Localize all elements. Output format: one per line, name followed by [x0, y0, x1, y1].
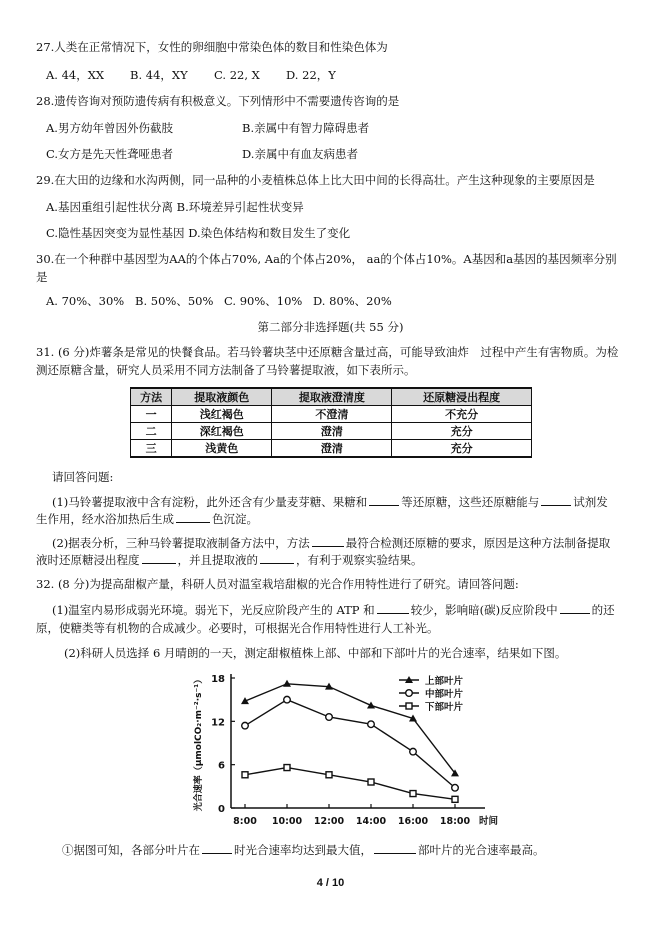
x-tick-label: 8:00 [233, 816, 257, 827]
answer-blank[interactable] [374, 841, 416, 854]
q28-stem: 28.遗传咨询对预防遗传病有积极意义。下列情形中不需要遗传咨询的是 [36, 94, 400, 108]
q32-q-text-a: ①据图可知，各部分叶片在 [62, 843, 200, 857]
table-header-row [131, 388, 532, 406]
x-axis-label: 时间 [479, 816, 499, 827]
q28-option-a: A.男方幼年曾因外伤截肢 [46, 121, 173, 135]
data-point-series-3 [326, 772, 332, 778]
q31-p2-text-d: ，并且提取液的 [177, 553, 258, 567]
q27-option-d: D. 22，Y [286, 68, 336, 82]
data-point-series-3 [410, 791, 416, 797]
y-axis-label: 光合速率（μmolCO₂·m⁻²·s⁻¹） [194, 674, 204, 812]
answer-blank[interactable] [377, 601, 409, 614]
table-header-cell: 提取液澄清度 [272, 388, 392, 406]
y-tick-label: 12 [211, 717, 225, 729]
table-cell: 充分 [392, 440, 532, 458]
data-point-series-3 [368, 779, 374, 785]
table-row [131, 423, 532, 440]
q30-option-c: C. 90%、10% [224, 294, 303, 308]
answer-blank[interactable] [260, 551, 294, 564]
data-point-series-3 [242, 772, 248, 778]
q27-stem: 27.人类在正常情况下，女性的卵细胞中常染色体的数目和性染色体为 [36, 40, 388, 54]
data-point-series-2 [410, 748, 417, 755]
q31-p2-text-b: 最符合检测还原糖的要求，原因是这种方法制备提取 [345, 536, 611, 550]
data-point-series-2 [452, 784, 459, 791]
page-number: 4 / 10 [316, 877, 345, 889]
q29-option-cd: C.隐性基因突变为显性基因 D.染色体结构和数目发生了变化 [46, 226, 351, 240]
table-cell: 浅红褐色 [172, 406, 272, 423]
table-header-cell: 提取液颜色 [172, 388, 272, 406]
q32-p1-text-b: 较少，影响暗(碳)反应阶段中 [410, 603, 558, 617]
data-point-series-2 [242, 722, 249, 729]
series-line-3 [245, 768, 455, 800]
q30-option-a: A. 70%、30% [46, 294, 125, 308]
q31-table [130, 387, 532, 458]
q31-p1-text-d: 生作用，经水浴加热后生成 [36, 512, 174, 526]
table-cell: 三 [131, 440, 172, 458]
q32-part1-line2: 原，使糖类等有机物的合成减少。必要时，可根据光合作用特性进行人工补光。 [36, 621, 439, 635]
x-tick-label: 10:00 [271, 816, 303, 827]
q32-question-line [62, 841, 625, 859]
answer-blank[interactable] [142, 551, 176, 564]
table-cell: 澄清 [272, 440, 392, 458]
part2-title: 第二部分非选择题(共 55 分) [257, 320, 404, 334]
q31-p2-text-c: 液时还原糖浸出程度 [36, 553, 140, 567]
table-header-cell: 还原糖浸出程度 [392, 388, 532, 406]
answer-blank[interactable] [560, 601, 590, 614]
q28-option-b: B.亲属中有智力障碍患者 [242, 121, 370, 135]
table-cell: 充分 [392, 423, 532, 440]
q32-q-text-b: 时光合速率均达到最大值， [234, 843, 372, 857]
data-point-series-2 [368, 721, 375, 728]
q27-option-c: C. 22, X [214, 68, 260, 82]
table-cell: 不澄清 [272, 406, 392, 423]
q30-option-d: D. 80%、20% [313, 294, 392, 308]
q28-option-c: C.女方是先天性聋哑患者 [46, 147, 174, 161]
q31-p1-text-b: 等还原糖，这些还原糖能与 [401, 495, 540, 509]
x-tick-label: 18:00 [439, 816, 471, 827]
table-row [131, 440, 532, 458]
data-point-series-3 [452, 796, 458, 802]
y-tick-label: 0 [218, 804, 225, 815]
x-tick-label: 14:00 [355, 816, 387, 827]
photosynthesis-line-chart [185, 668, 505, 833]
table-row [131, 406, 532, 423]
q31-part1-line2 [36, 510, 625, 528]
table-header-cell: 方法 [131, 388, 172, 406]
series-line-2 [245, 700, 455, 788]
table-cell: 二 [131, 423, 172, 440]
y-tick-label: 18 [211, 674, 225, 685]
q30-option-b: B. 50%、50% [135, 294, 214, 308]
answer-blank[interactable] [312, 534, 344, 547]
q29-stem: 29.在大田的边缘和水沟两侧，同一品种的小麦植株总体上比大田中间的长得高壮。产生这种现象的主要原因是 [36, 173, 595, 187]
q32-p1-text-c: 的还 [591, 603, 615, 617]
legend-label: 上部叶片 [425, 676, 464, 687]
q31-p1-text-e: 色沉淀。 [212, 512, 258, 526]
q30-stem: 30.在一个种群中基因型为AA的个体占70%, Aa的个体占20%， aa的个体占10%。A基因和a基因的基因频率分别是 [36, 252, 617, 284]
legend-marker [406, 703, 412, 709]
table-cell: 深红褐色 [172, 423, 272, 440]
q31-prompt: 请回答问题: [52, 470, 114, 484]
answer-blank[interactable] [176, 510, 210, 523]
data-point-series-2 [326, 714, 333, 721]
data-point-series-2 [284, 696, 291, 703]
q29-option-ab: A.基因重组引起性状分离 B.环境差异引起性状变异 [46, 200, 304, 214]
q32-part1-line1 [52, 601, 625, 619]
x-tick-label: 12:00 [313, 816, 345, 827]
q31-p1-text-c: 试剂发 [573, 495, 608, 509]
table-cell: 浅黄色 [172, 440, 272, 458]
q31-p2-text-e: ，有利于观察实验结果。 [296, 553, 423, 567]
q32-q-text-c: 部叶片的光合速率最高。 [418, 843, 545, 857]
q31-part2-line1 [52, 534, 625, 552]
q31-part1-line1 [52, 493, 625, 511]
answer-blank[interactable] [202, 841, 232, 854]
table-cell: 一 [131, 406, 172, 423]
q31-p2-text-a: (2)据表分析，三种马铃薯提取液制备方法中，方法 [52, 536, 310, 550]
legend-label: 中部叶片 [425, 689, 464, 700]
q27-option-b: B. 44，XY [130, 68, 188, 82]
table-cell: 澄清 [272, 423, 392, 440]
x-tick-label: 16:00 [397, 816, 429, 827]
table-cell: 不充分 [392, 406, 532, 423]
answer-blank[interactable] [369, 493, 399, 506]
q32-part2: (2)科研人员选择 6 月晴朗的一天，测定甜椒植株上部、中部和下部叶片的光合速率，结果如下图。 [64, 646, 567, 660]
q28-option-d: D.亲属中有血友病患者 [242, 147, 358, 161]
q31-p1-text-a: (1)马铃薯提取液中含有淀粉，此外还含有少量麦芽糖、果糖和 [52, 495, 368, 509]
q27-option-a: A. 44，XX [46, 68, 105, 82]
q31-stem: 31. (6 分)炸薯条是常见的快餐食品。若马铃薯块茎中还原糖含量过高，可能导致油炸 过程中产生有害物质。为检测还原糖含量，研究人员采用不同方法制备了马铃薯提取液，如下表所示。 [36, 345, 619, 377]
data-point-series-3 [284, 765, 290, 771]
legend-label: 下部叶片 [425, 702, 464, 713]
q32-p1-text-a: (1)温室内易形成弱光环境。弱光下，光反应阶段产生的 ATP 和 [52, 603, 375, 617]
q31-part2-line2 [36, 551, 625, 569]
q32-stem: 32. (8 分)为提高甜椒产量，科研人员对温室栽培甜椒的光合作用特性进行了研究。请回答问题: [36, 577, 519, 591]
y-tick-label: 6 [218, 760, 225, 772]
legend-marker [406, 690, 413, 697]
answer-blank[interactable] [541, 493, 571, 506]
